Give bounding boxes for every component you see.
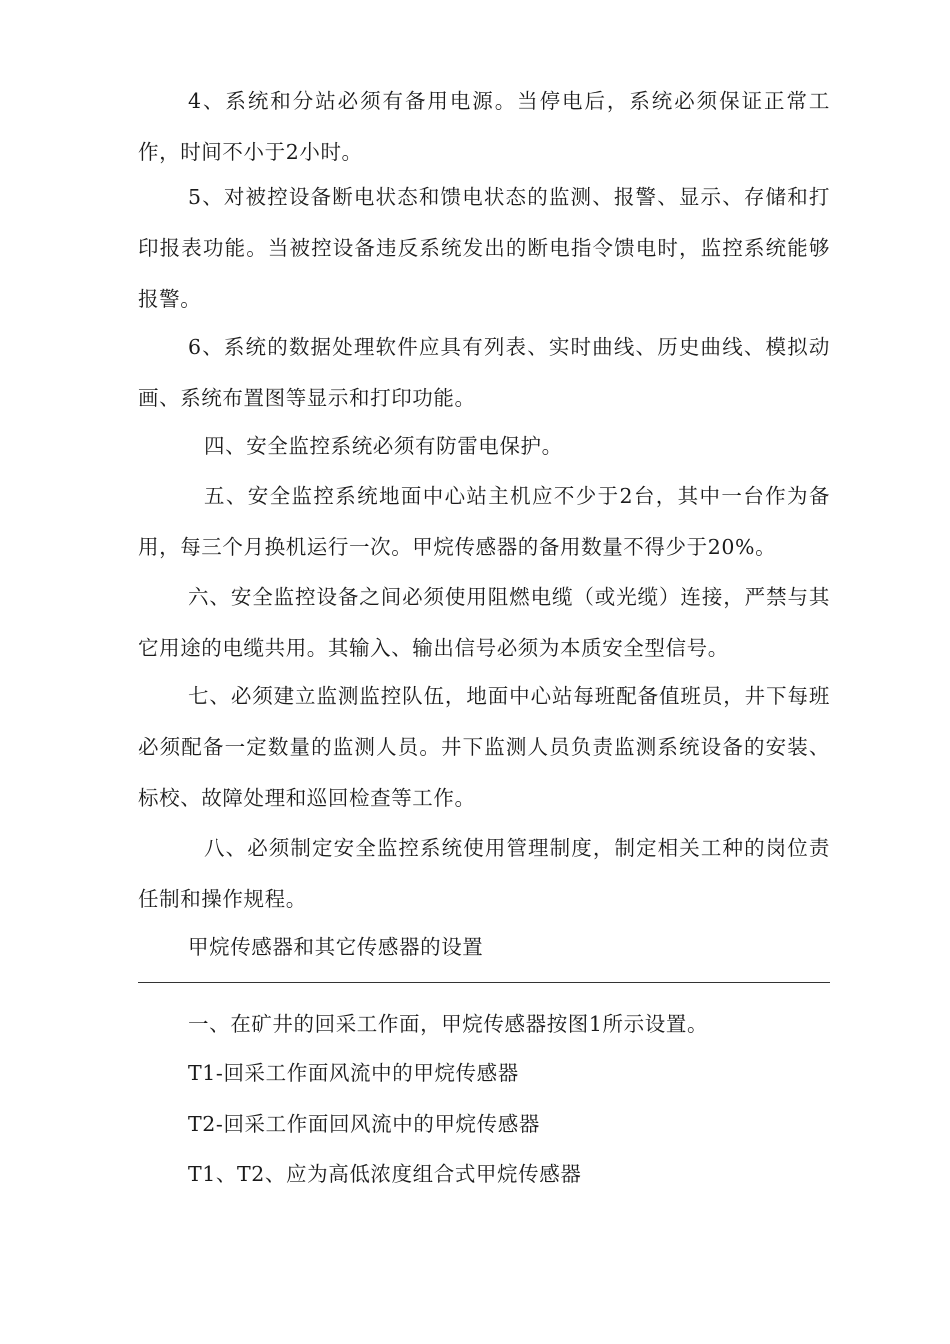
paragraph-cable-requirements: 六、安全监控设备之间必须使用阻燃电缆（或光缆）连接，严禁与其它用途的电缆共用。其输入、输出信号必须为本质安全型信号。 <box>138 585 830 660</box>
paragraph-backup-power: 4、系统和分站必须有备用电源。当停电后，系统必须保证正常工作，时间不小于2小时。 <box>138 89 830 164</box>
paragraph-lightning-protection: 四、安全监控系统必须有防雷电保护。 <box>204 434 563 458</box>
paragraph-host-backup: 五、安全监控系统地面中心站主机应不少于2台，其中一台作为备用，每三个月换机运行一次。甲烷传感器的备用数量不得少于20%。 <box>138 484 830 559</box>
section-item-working-face: 一、在矿井的回采工作面，甲烷传感器按图1所示设置。 <box>188 1012 709 1036</box>
paragraph-power-status-monitoring: 5、对被控设备断电状态和馈电状态的监测、报警、显示、存储和打印报表功能。当被控设备违反系统发出的断电指令馈电时，监控系统能够报警。 <box>138 185 830 311</box>
section-item-t2: T2-回采工作面回风流中的甲烷传感器 <box>188 1112 540 1136</box>
horizontal-divider <box>138 982 830 983</box>
section-item-t1-t2-combo: T1、T2、应为高低浓度组合式甲烷传感器 <box>188 1162 582 1186</box>
section-item-t1: T1-回采工作面风流中的甲烷传感器 <box>188 1061 519 1085</box>
paragraph-data-software: 6、系统的数据处理软件应具有列表、实时曲线、历史曲线、模拟动画、系统布置图等显示和打印功能。 <box>138 335 830 410</box>
paragraph-monitoring-team: 七、必须建立监测监控队伍，地面中心站每班配备值班员，井下每班必须配备一定数量的监测人员。井下监测人员负责监测系统设备的安装、标校、故障处理和巡回检查等工作。 <box>138 684 830 810</box>
paragraph-management-system: 八、必须制定安全监控系统使用管理制度，制定相关工种的岗位责任制和操作规程。 <box>138 836 830 911</box>
section-heading: 甲烷传感器和其它传感器的设置 <box>188 935 484 959</box>
